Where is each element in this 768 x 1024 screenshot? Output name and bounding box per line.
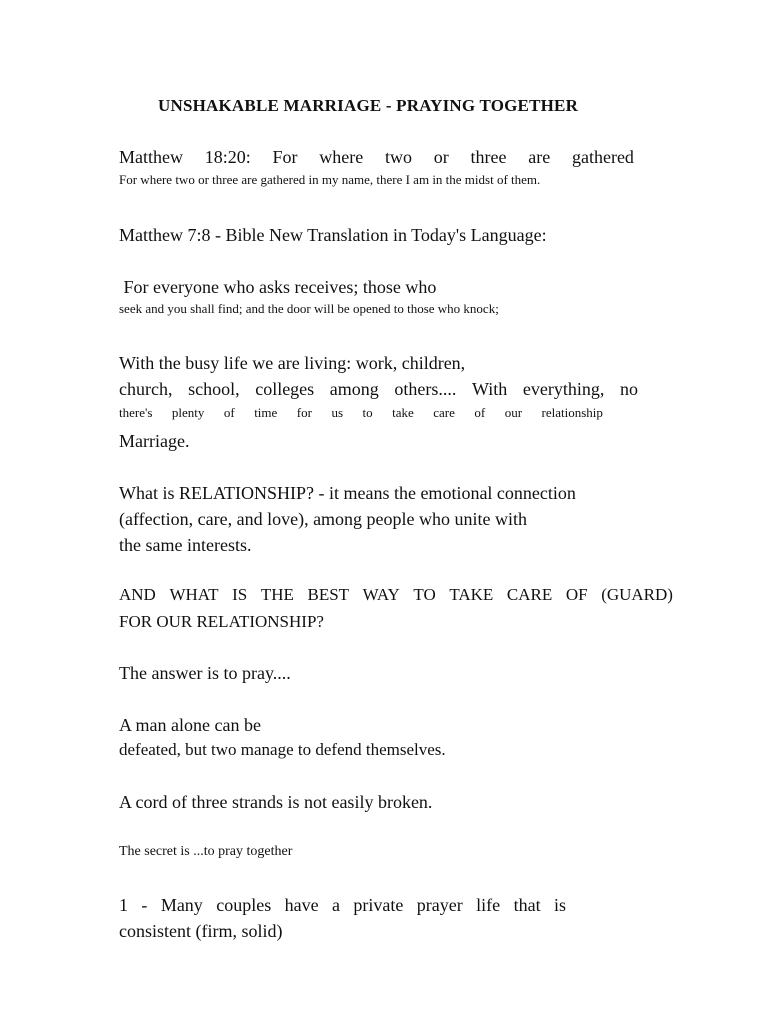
word: TAKE (449, 585, 494, 604)
word: church, (119, 379, 173, 399)
word: gathered (571, 147, 634, 167)
word: CARE (506, 585, 553, 604)
paragraph-line: The secret is ...to pray together (119, 844, 293, 859)
word: 1 (119, 895, 128, 915)
paragraph-line: With the busy life we are living: work, children, (119, 353, 466, 373)
word: two (385, 147, 412, 167)
paragraph-line: defeated, but two manage to defend themselves. (119, 740, 446, 759)
word: - (141, 895, 148, 915)
word: WAY (362, 585, 400, 604)
word: relationship (541, 405, 603, 420)
word: where (319, 147, 364, 167)
word: that (513, 895, 541, 915)
word: OF (565, 585, 588, 604)
word: take (392, 405, 414, 420)
verse-reference-line (119, 148, 634, 166)
word: With (472, 379, 508, 399)
numbered-point-line: consistent (firm, solid) (119, 921, 283, 941)
word: our (504, 405, 523, 420)
document-title: UNSHAKABLE MARRIAGE - PRAYING TOGETHER (158, 96, 579, 115)
word: school, (188, 379, 240, 399)
word: of (474, 405, 486, 420)
word: everything, (522, 379, 605, 399)
word: care (433, 405, 455, 420)
word: TO (413, 585, 436, 604)
verse-reference-line: Matthew 7:8 - Bible New Translation in Today's Language: (119, 225, 547, 245)
word: for (296, 405, 312, 420)
numbered-point-line (119, 896, 566, 914)
heading-question-line (119, 586, 673, 603)
paragraph-line: A cord of three strands is not easily broken. (119, 792, 433, 812)
word: 18:20: (204, 147, 251, 167)
word: IS (232, 585, 248, 604)
verse-text-line: seek and you shall find; and the door will be opened to those who knock; (119, 301, 499, 316)
word: WHAT (169, 585, 219, 604)
word: are (528, 147, 551, 167)
word: others.... (394, 379, 457, 399)
word: of (223, 405, 235, 420)
word: AND (119, 585, 156, 604)
word: BEST (307, 585, 350, 604)
paragraph-line: the same interests. (119, 535, 252, 555)
verse-text-line: For everyone who asks receives; those who (119, 277, 437, 297)
word: us (331, 405, 343, 420)
word: or (433, 147, 449, 167)
word: (GUARD) (601, 585, 673, 604)
word: colleges (255, 379, 315, 399)
word: prayer (416, 895, 463, 915)
word: there's (119, 405, 153, 420)
paragraph-line: What is RELATIONSHIP? - it means the emotional connection (119, 483, 576, 503)
word: three (470, 147, 507, 167)
heading-question-line: FOR OUR RELATIONSHIP? (119, 612, 324, 631)
word: Matthew (119, 147, 183, 167)
paragraph-line: Marriage. (119, 431, 190, 451)
word: have (284, 895, 319, 915)
word: a (332, 895, 340, 915)
word: private (353, 895, 404, 915)
word: among (329, 379, 379, 399)
word: couples (216, 895, 272, 915)
paragraph-line: (affection, care, and love), among people who unite with (119, 509, 528, 529)
word: Many (160, 895, 203, 915)
word: to (362, 405, 373, 420)
word: time (254, 405, 278, 420)
paragraph-line (119, 406, 603, 419)
word: THE (260, 585, 294, 604)
word: no (620, 379, 638, 399)
paragraph-line: A man alone can be (119, 715, 261, 735)
paragraph-line (119, 380, 638, 398)
verse-text-line: For where two or three are gathered in my name, there I am in the midst of them. (119, 172, 541, 187)
paragraph-line: The answer is to pray.... (119, 663, 291, 683)
word: is (553, 895, 566, 915)
word: plenty (171, 405, 205, 420)
word: For (272, 147, 298, 167)
word: life (476, 895, 501, 915)
